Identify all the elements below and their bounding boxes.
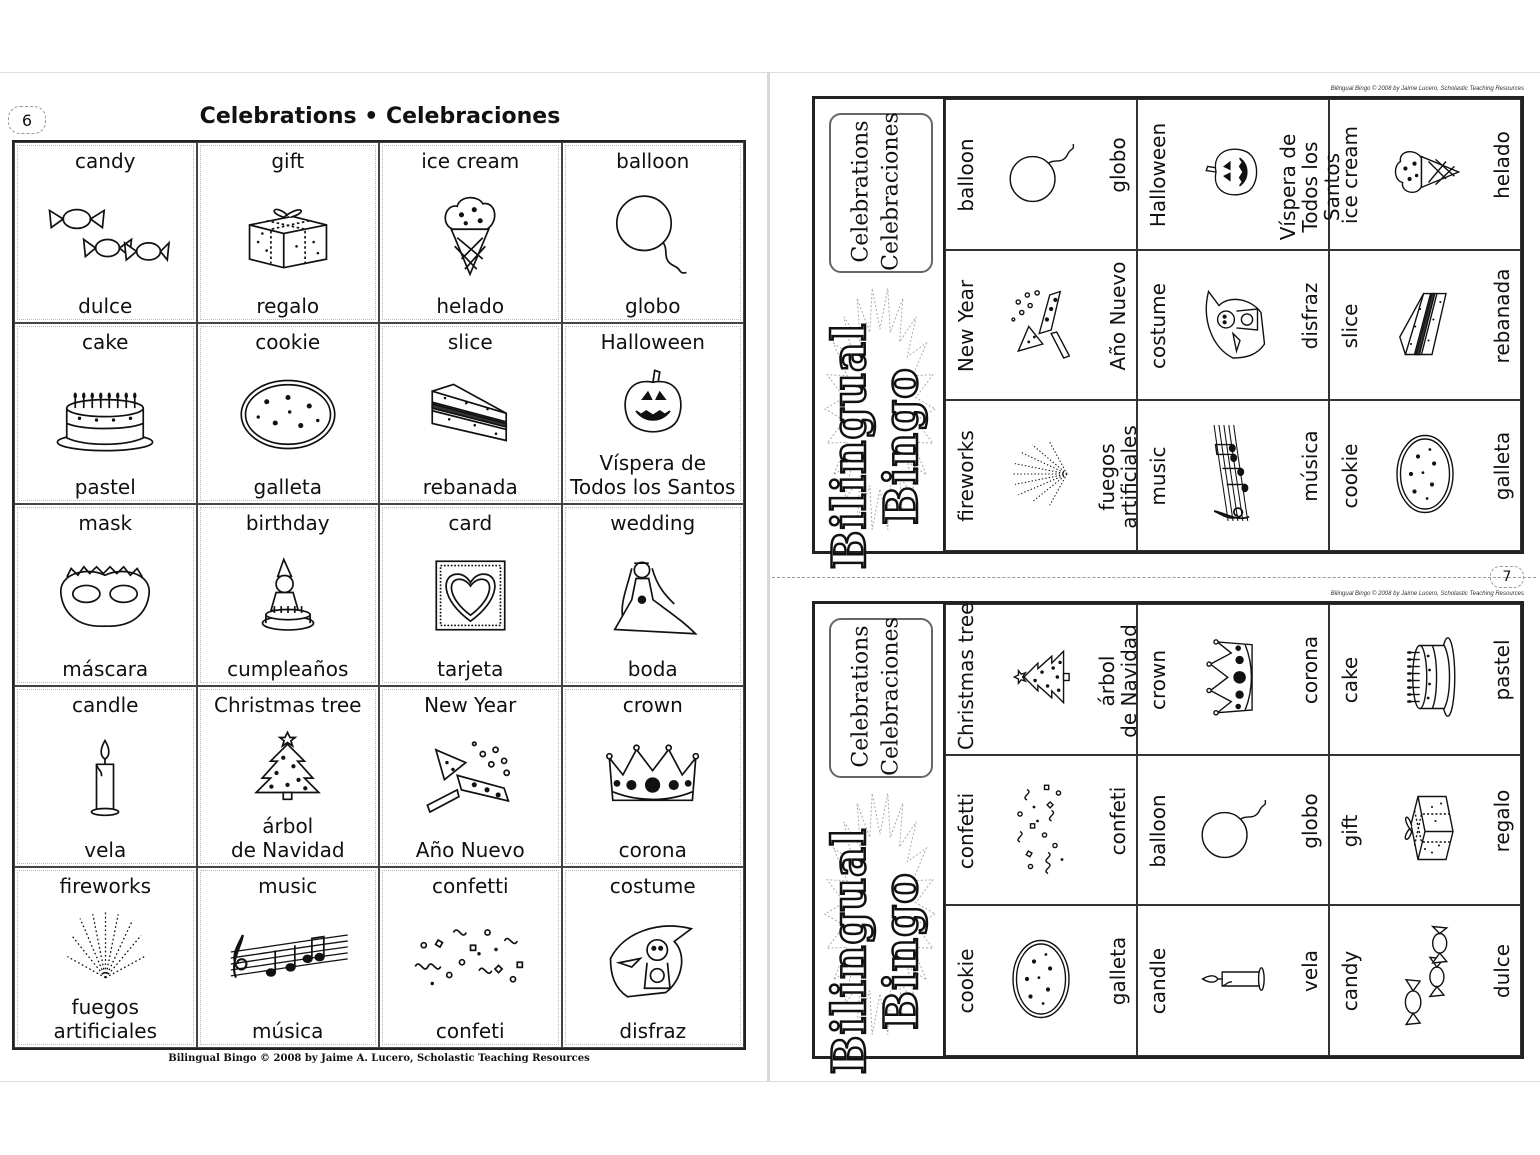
- card-cell-balloon: [1137, 755, 1329, 906]
- card-cell-cookie: [945, 905, 1137, 1056]
- page-number: 6: [21, 110, 33, 130]
- card-cell-confetti: [945, 755, 1137, 906]
- bingo-cell-new-year: [379, 686, 562, 867]
- english-word: music: [258, 873, 318, 898]
- english-word: balloon: [616, 149, 690, 173]
- english-word: cookie: [1338, 443, 1362, 509]
- spanish-word: regalo: [1490, 789, 1514, 853]
- cookie-icon: [200, 354, 377, 475]
- candy-icon: [17, 173, 194, 294]
- pumpkin-icon: [565, 354, 742, 451]
- bingo-logo-word-1: Bilingual: [822, 322, 876, 570]
- christmas-tree-icon: [200, 717, 377, 814]
- spanish-word: música: [252, 1018, 324, 1043]
- card-cell-cake: [1329, 604, 1521, 755]
- english-word: Christmas tree: [214, 692, 362, 717]
- spanish-word: disfraz: [619, 1018, 687, 1043]
- spanish-word: corona: [1298, 635, 1322, 705]
- english-word: ice cream: [1338, 125, 1362, 225]
- ice-cream-icon: [382, 173, 559, 294]
- card-grid: [945, 99, 1521, 551]
- bingo-cell-ice-cream: [379, 142, 562, 323]
- english-word: Halloween: [600, 330, 705, 355]
- english-word: slice: [447, 330, 493, 355]
- english-word: birthday: [245, 511, 330, 536]
- bingo-cell-mask: [14, 504, 197, 685]
- english-word: costume: [1146, 282, 1170, 369]
- copyright-credit-top: Bilingual Bingo © 2008 by Jaime Lucero, Scholastic Teaching Resources: [1330, 86, 1524, 92]
- spanish-word: vela: [1298, 950, 1322, 993]
- bingo-cell-halloween: [562, 323, 745, 504]
- music-icon: [1181, 449, 1286, 502]
- bingo-logo-word-1: Bilingual: [822, 827, 876, 1075]
- gift-icon: [200, 173, 377, 294]
- christmas-tree-icon: [1010, 648, 1073, 711]
- page-number-right: 7: [1502, 569, 1512, 585]
- bingo-word-grid: [12, 140, 746, 1050]
- bingo-cell-slice: [379, 323, 562, 504]
- spanish-word: música: [1298, 430, 1322, 503]
- cake-icon: [1383, 644, 1467, 715]
- card-grid: [945, 604, 1521, 1056]
- english-word: wedding: [610, 511, 696, 536]
- spanish-word: rebanada: [1490, 268, 1514, 364]
- spanish-word: dulce: [78, 294, 133, 319]
- english-word: mask: [78, 511, 133, 536]
- bingo-cell-cookie: [197, 323, 380, 504]
- spanish-word: helado: [436, 294, 505, 319]
- spanish-word: globo: [1298, 792, 1322, 849]
- spanish-word: galleta: [253, 475, 322, 500]
- balloon-icon: [1198, 793, 1268, 867]
- spanish-word: corona: [618, 837, 687, 862]
- new-year-icon: [382, 717, 559, 838]
- english-word: gift: [271, 149, 305, 173]
- spanish-word: Año Nuevo: [415, 837, 525, 862]
- spanish-word: regalo: [256, 294, 320, 319]
- spanish-word: Víspera de Todos los Santos: [570, 451, 736, 500]
- english-word: fireworks: [59, 873, 151, 898]
- wedding-icon: [565, 535, 742, 656]
- spanish-word: pastel: [1490, 639, 1514, 701]
- english-word: confetti: [432, 873, 509, 898]
- english-word: gift: [1338, 814, 1362, 848]
- bingo-cell-candy: [14, 142, 197, 323]
- bingo-cell-birthday: [197, 504, 380, 685]
- balloon-icon: [565, 173, 742, 294]
- card-cell-candle: [1137, 905, 1329, 1056]
- spanish-word: cumpleaños: [227, 656, 349, 681]
- spanish-word: árbol de Navidad: [1095, 624, 1141, 738]
- crown-icon: [565, 717, 742, 838]
- fireworks-icon: [1006, 444, 1076, 507]
- bingo-cell-wedding: [562, 504, 745, 685]
- english-word: crown: [1146, 649, 1170, 711]
- page-number-badge: [8, 106, 46, 134]
- spanish-word: galleta: [1106, 937, 1130, 1006]
- crown-icon: [1193, 648, 1274, 711]
- spanish-word: tarjeta: [437, 656, 504, 681]
- english-word: Halloween: [1146, 122, 1170, 228]
- costume-icon: [1195, 288, 1272, 362]
- card-title-english: Celebrations: [848, 120, 874, 263]
- candy-icon: [1373, 947, 1478, 1014]
- spanish-word: rebanada: [422, 475, 518, 500]
- spanish-word: boda: [627, 656, 678, 681]
- bingo-logo-word-2: Bingo: [874, 367, 928, 525]
- bingo-cell-fireworks: [14, 867, 197, 1048]
- bingo-cell-card: [379, 504, 562, 685]
- costume-icon: [565, 898, 742, 1019]
- spanish-word: Víspera de Todos los Santos: [1276, 133, 1344, 241]
- music-icon: [200, 898, 377, 1019]
- english-word: candle: [1146, 948, 1170, 1015]
- card-cell-halloween: [1137, 99, 1344, 250]
- spanish-word: máscara: [62, 656, 149, 681]
- cake-icon: [17, 354, 194, 475]
- confetti-icon: [992, 800, 1090, 860]
- spanish-word: confeti: [435, 1018, 505, 1043]
- card-cell-fireworks: [945, 400, 1141, 551]
- spanish-word: confeti: [1106, 786, 1130, 855]
- english-word: cake: [1338, 656, 1362, 704]
- bingo-logo-word-2: Bingo: [874, 872, 928, 1030]
- slice-icon: [1390, 295, 1460, 355]
- bingo-cell-christmas-tree: [197, 686, 380, 867]
- card-title-english: Celebrations: [848, 625, 874, 768]
- gift-icon: [1387, 796, 1464, 863]
- spanish-word: globo: [1106, 137, 1130, 193]
- english-word: candy: [1338, 951, 1362, 1012]
- card-icon: [382, 535, 559, 656]
- confetti-icon: [382, 898, 559, 1019]
- english-word: New Year: [954, 279, 978, 372]
- bingo-card-2: [812, 601, 1524, 1075]
- english-word: New Year: [424, 692, 517, 717]
- bingo-cell-costume: [562, 867, 745, 1048]
- english-word: candy: [75, 149, 136, 173]
- bingo-cell-candle: [14, 686, 197, 867]
- page-number-badge-right: [1490, 566, 1524, 588]
- cut-line: [772, 577, 1536, 578]
- candle-icon: [1219, 945, 1247, 1016]
- slice-icon: [382, 354, 559, 475]
- fireworks-icon: [17, 898, 194, 995]
- english-word: fireworks: [954, 430, 978, 523]
- bingo-cell-balloon: [562, 142, 745, 323]
- book-spine: [767, 72, 770, 1082]
- page-title: Celebrations • Celebraciones: [199, 104, 561, 129]
- card-header: [815, 604, 945, 1075]
- copyright-footer: Bilingual Bingo © 2008 by Jaime A. Lucero, Scholastic Teaching Resources: [168, 1053, 590, 1064]
- copyright-credit-bottom: Bilingual Bingo © 2008 by Jaime Lucero, Scholastic Teaching Resources: [1330, 591, 1524, 597]
- english-word: confetti: [954, 792, 978, 869]
- bingo-cell-confetti: [379, 867, 562, 1048]
- card-cell-gift: [1329, 755, 1521, 906]
- mask-icon: [17, 535, 194, 656]
- card-cell-balloon: [945, 99, 1137, 250]
- card-cell-candy: [1329, 905, 1521, 1056]
- english-word: music: [1146, 446, 1170, 506]
- birthday-icon: [200, 535, 377, 656]
- card-header: [815, 99, 945, 570]
- bingo-cell-gift: [197, 142, 380, 323]
- card-cell-ice-cream: [1329, 99, 1521, 250]
- bingo-cell-music: [197, 867, 380, 1048]
- spanish-word: globo: [625, 294, 681, 319]
- balloon-icon: [1006, 137, 1076, 211]
- cookie-icon: [999, 947, 1083, 1014]
- card-cell-costume: [1137, 250, 1329, 401]
- pumpkin-icon: [1205, 143, 1261, 206]
- english-word: balloon: [1146, 794, 1170, 868]
- english-word: cake: [82, 330, 129, 355]
- spanish-word: Año Nuevo: [1106, 261, 1130, 371]
- english-word: ice cream: [421, 149, 520, 173]
- card-cell-new-year: [945, 250, 1137, 401]
- spanish-word: helado: [1490, 131, 1514, 199]
- spanish-word: vela: [84, 837, 127, 862]
- english-word: costume: [609, 873, 696, 898]
- spanish-word: árbol de Navidad: [230, 813, 345, 862]
- english-word: cookie: [954, 948, 978, 1014]
- english-word: card: [448, 511, 493, 536]
- spanish-word: fuegos artificiales: [1095, 425, 1141, 530]
- english-word: candle: [72, 692, 139, 717]
- english-word: cookie: [255, 330, 321, 355]
- card-cell-cookie: [1329, 400, 1521, 551]
- english-word: crown: [622, 692, 683, 717]
- english-word: slice: [1338, 303, 1362, 349]
- ice-cream-icon: [1397, 137, 1453, 211]
- candle-icon: [17, 717, 194, 838]
- card-cell-music: [1137, 400, 1329, 551]
- card-cell-christmas-tree: [945, 602, 1141, 755]
- cookie-icon: [1383, 442, 1467, 509]
- spanish-word: disfraz: [1298, 282, 1322, 350]
- english-word: Christmas tree: [954, 602, 978, 750]
- new-year-icon: [1003, 289, 1080, 360]
- bingo-cell-cake: [14, 323, 197, 504]
- card-title-spanish: Celebraciones: [878, 112, 904, 271]
- english-word: balloon: [954, 138, 978, 212]
- bingo-card-1: [812, 96, 1524, 570]
- spanish-word: dulce: [1490, 944, 1514, 999]
- card-cell-crown: [1137, 604, 1329, 755]
- card-cell-slice: [1329, 250, 1521, 401]
- spanish-word: galleta: [1490, 432, 1514, 501]
- spanish-word: pastel: [74, 475, 136, 500]
- card-title-spanish: Celebraciones: [878, 617, 904, 776]
- bingo-cell-crown: [562, 686, 745, 867]
- spanish-word: fuegos artificiales: [53, 994, 158, 1043]
